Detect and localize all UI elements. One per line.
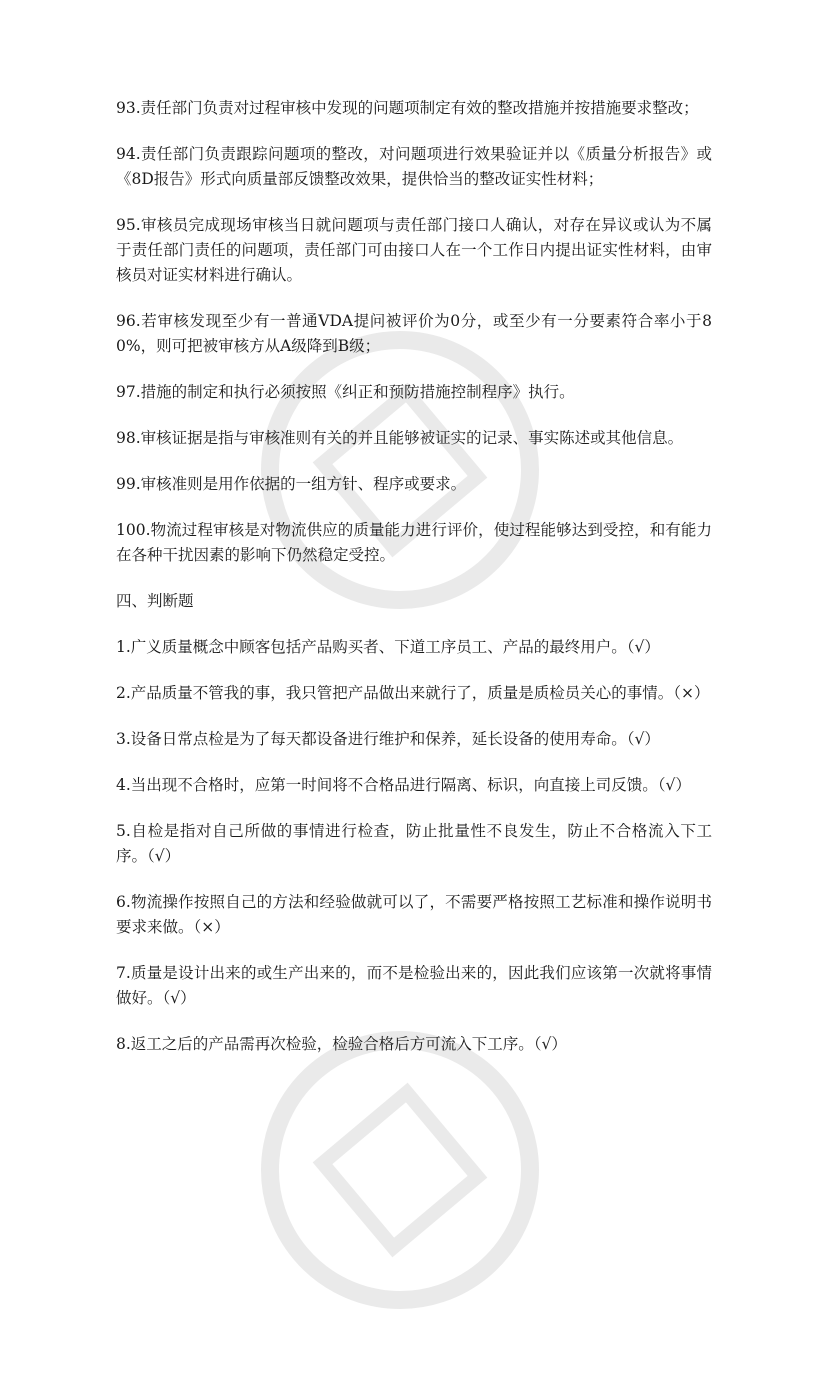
judgment-4: 4.当出现不合格时，应第一时间将不合格品进行隔离、标识，向直接上司反馈。（√） (116, 776, 691, 794)
judgment-3: 3.设备日常点检是为了每天都设备进行维护和保养，延长设备的使用寿命。（√） (116, 730, 660, 748)
paragraph-99: 99.审核准则是用作依据的一组方针、程序或要求。 (116, 475, 467, 493)
paragraph-100: 100.物流过程审核是对物流供应的质量能力进行评价，使过程能够达到受控，和有能力在各种干扰因素的影响下仍然稳定受控。 (116, 521, 712, 564)
judgment-5: 5.自检是指对自己所做的事情进行检查，防止批量性不良发生，防止不合格流入下工序。（√） (116, 822, 712, 865)
paragraph-93: 93.责任部门负责对过程审核中发现的问题项制定有效的整改措施并按措施要求整改； (116, 99, 699, 117)
section-heading: 四、判断题 (116, 592, 194, 610)
paragraph-96: 96.若审核发现至少有一普通VDA提问被评价为0分，或至少有一分要素符合率小于80%，则可把被审核方从A级降到B级； (116, 312, 712, 355)
document-body (116, 96, 712, 1078)
paragraph-97: 97.措施的制定和执行必须按照《纠正和预防措施控制程序》执行。 (116, 383, 575, 401)
judgment-2: 2.产品质量不管我的事，我只管把产品做出来就行了，质量是质检员关心的事情。（×） (116, 684, 710, 702)
judgment-8: 8.返工之后的产品需再次检验，检验合格后方可流入下工序。（√） (116, 1035, 567, 1053)
judgment-1: 1.广义质量概念中顾客包括产品购买者、下道工序员工、产品的最终用户。（√） (116, 638, 660, 656)
paragraph-94: 94.责任部门负责跟踪问题项的整改，对问题项进行效果验证并以《质量分析报告》或《8D报告》形式向质量部反馈整改效果，提供恰当的整改证实性材料； (116, 145, 712, 188)
judgment-6: 6.物流操作按照自己的方法和经验做就可以了，不需要严格按照工艺标准和操作说明书要求来做。（×） (116, 893, 712, 936)
paragraph-98: 98.审核证据是指与审核准则有关的并且能够被证实的记录、事实陈述或其他信息。 (116, 429, 684, 447)
paragraph-95: 95.审核员完成现场审核当日就问题项与责任部门接口人确认，对存在异议或认为不属于责任部门责任的问题项，责任部门可由接口人在一个工作日内提出证实性材料，由审核员对证实材料进行确认。 (116, 216, 712, 284)
judgment-7: 7.质量是设计出来的或生产出来的，而不是检验出来的，因此我们应该第一次就将事情做好。（√） (116, 964, 712, 1007)
